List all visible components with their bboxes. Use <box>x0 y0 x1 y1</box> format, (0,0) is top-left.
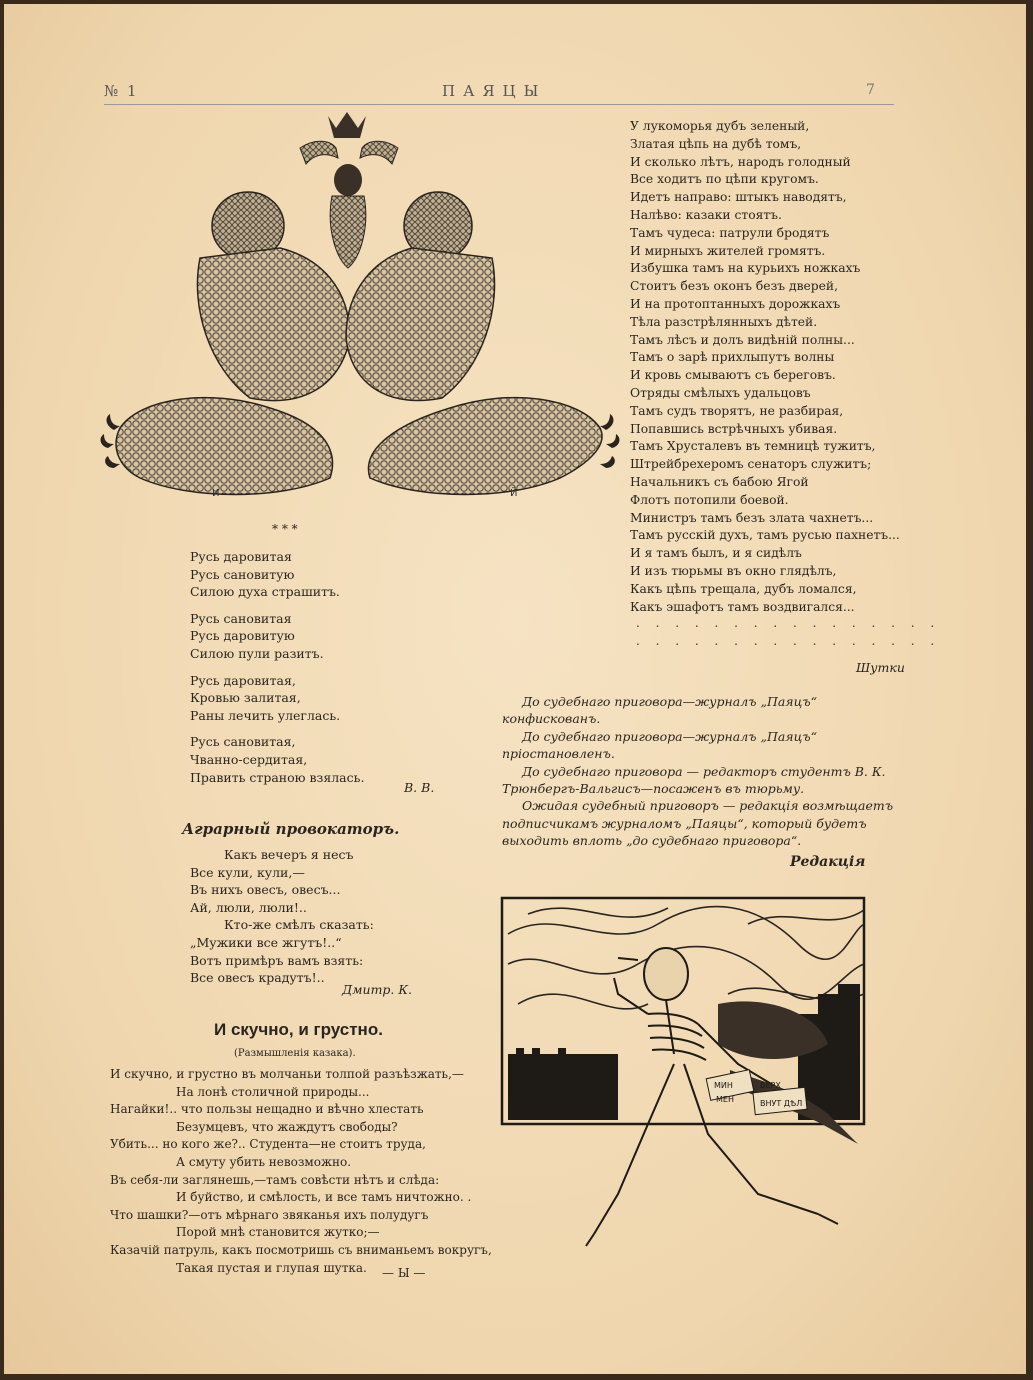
poem-lukomorye-line: И на протоптанныхъ дорожкахъ <box>630 296 841 311</box>
illus-letter-right: Й <box>510 488 518 499</box>
notice-signature: Редакція <box>790 854 866 870</box>
poem-agrarian-line: Кто-же смѣлъ сказать: <box>224 917 374 933</box>
poem-rus-line: Силою духа страшитъ. <box>190 584 340 600</box>
poem-lukomorye-line: Избушка тамъ на курьихъ ножкахъ <box>630 261 861 276</box>
poem-lukomorye-line: И я тамъ былъ, и я сидѣлъ <box>630 546 802 561</box>
poem-lukomorye-line: Тамъ чудеса: патрули бродятъ <box>630 225 830 240</box>
poem-rus-signature: В. В. <box>404 780 435 795</box>
poem-agrarian-line: Все овесъ крадутъ!.. <box>190 970 325 986</box>
poem-lukomorye-line: Златая цѣпь на дубѣ томъ, <box>630 136 802 151</box>
poem-agrarian-title: Аграрный провокаторъ. <box>182 820 400 838</box>
paper-label: ВЕРХ <box>760 1081 781 1090</box>
poem-lukomorye-line: Попавшись встрѣчныхъ убивая. <box>630 421 838 436</box>
notice-paragraph: Ожидая судебный приговоръ — редакція возмѣщаетъ подписчикамъ журналомъ „Паяцы“, который будетъ выходить вплоть „до судебнаго приговора“. <box>502 798 894 849</box>
illus-letter-left: И <box>212 488 220 499</box>
poem-boring-line: Что шашки?—отъ мѣрнаго звяканья ихъ полудугъ <box>110 1207 429 1222</box>
editorial-notice <box>502 693 902 850</box>
poem-boring-line: На лонѣ столичной природы... <box>176 1084 370 1099</box>
poem-rus-line: Кровью залитая, <box>190 690 301 706</box>
poem-lukomorye-dots: . . . . . . . . . . . . . . . . <box>636 616 941 630</box>
notice-paragraph: До судебнаго приговора — редакторъ студентъ В. К. Трюнбергъ-Вальгисъ—посаженъ въ тюрьму. <box>502 763 886 797</box>
poem-lukomorye-line: Тамъ о зарѣ прихлыпутъ волны <box>630 350 835 365</box>
poem-lukomorye-line: У лукоморья дубъ зеленый, <box>630 119 810 133</box>
poem-agrarian-line: Ай, люли, люли!.. <box>190 899 307 915</box>
poem-lukomorye-line: Какъ эшафотъ тамъ воздвигался... <box>630 599 855 614</box>
poem-boring-line: Казачій патруль, какъ посмотришь съ вниманьемъ вокругъ, <box>110 1242 492 1257</box>
notice-paragraph: До судебнаго приговора—журналъ „Паяцъ“ пріостановленъ. <box>502 728 818 762</box>
poem-lukomorye-line: Министръ тамъ безъ злата чахнетъ... <box>630 510 874 525</box>
poem-agrarian-line: „Мужики все жгутъ!..“ <box>190 934 342 950</box>
poem-boring-title: И скучно, и грустно. <box>214 1020 383 1039</box>
poem-agrarian-line: Какъ вечеръ я несъ <box>224 847 354 862</box>
poem-boring-line: И буйство, и смѣлость, и все тамъ ничтожно. . <box>176 1190 472 1205</box>
poem-agrarian-line: Вотъ примѣръ вамъ взять: <box>190 952 364 968</box>
top-illustration <box>100 108 620 508</box>
poem-rus-line: Русь сановитая, <box>190 734 296 750</box>
poem-lukomorye-line: Стоитъ безъ оконъ безъ дверей, <box>630 279 839 294</box>
poem-agrarian-line: Въ нихъ овесъ, овесъ... <box>190 882 341 898</box>
poem-lukomorye-signature: Шутки <box>856 660 905 675</box>
poem-lukomorye <box>630 118 900 616</box>
poem-lukomorye-line: Тамъ русскій духъ, тамъ русью пахнетъ... <box>630 528 900 543</box>
poem-lukomorye-dots: . . . . . . . . . . . . . . . . <box>636 634 941 648</box>
poem-agrarian <box>190 846 374 987</box>
poem-rus-line: Силою пули разитъ. <box>190 645 324 661</box>
paper-label: МИН <box>714 1081 733 1090</box>
magazine-page <box>4 4 1026 1374</box>
poem-lukomorye-line: Все ходитъ по цѣпи кругомъ. <box>630 172 819 187</box>
poem-lukomorye-line: И сколько лѣтъ, народъ голодный <box>630 154 851 169</box>
header-rule <box>104 104 894 105</box>
poem-rus-line: Править страною взялась. <box>190 769 365 785</box>
poem-rus-line: Чванно-сердитая, <box>190 751 308 767</box>
page-mark: 7 <box>866 82 875 98</box>
poem-rus-line: Русь сановитая <box>190 610 292 626</box>
poem-lukomorye-line: Тѣла разстрѣлянныхъ дѣтей. <box>630 314 818 329</box>
poem-agrarian-signature: Дмитр. К. <box>342 982 413 997</box>
poem-boring-line: Убить... но кого же?.. Студента—не стоитъ труда, <box>110 1137 426 1152</box>
bottom-illustration <box>498 894 898 1278</box>
poem-lukomorye-line: И мирныхъ жителей громятъ. <box>630 243 826 258</box>
poem-boring-line: И скучно, и грустно въ молчаньи толпой разъѣзжать,— <box>110 1067 464 1081</box>
poem-lukomorye-line: Идетъ направо: штыкъ наводятъ, <box>630 190 847 205</box>
poem-lukomorye-line: Тамъ лѣсъ и долъ видѣній полны... <box>630 332 855 347</box>
poem-lukomorye-line: Начальникъ съ бабою Ягой <box>630 474 809 489</box>
poem-lukomorye-line: И изъ тюрьмы въ окно глядѣлъ, <box>630 563 837 578</box>
poem-rus <box>190 548 364 786</box>
paper-label: МЕН <box>716 1095 734 1104</box>
magazine-title: ПАЯЦЫ <box>442 82 547 100</box>
poem-boring-line: Въ себя-ли заглянешь,—тамъ совѣсти нѣтъ и слѣда: <box>110 1172 440 1187</box>
paper-label: ВНУТ ДѢЛ <box>760 1099 803 1108</box>
poem-lukomorye-line: Налѣво: казаки стоятъ. <box>630 207 782 222</box>
issue-number: № 1 <box>104 82 139 100</box>
poem-boring-subtitle: (Размышленія казака). <box>234 1048 356 1059</box>
poem-lukomorye-line: И кровь смываютъ съ береговъ. <box>630 368 836 383</box>
poem-lukomorye-line: Тамъ судъ творятъ, не разбирая, <box>630 403 844 418</box>
poem-boring-signature: — Ы — <box>382 1266 426 1280</box>
poem-lukomorye-line: Флотъ потопили боевой. <box>630 492 789 507</box>
poem-boring-line: Безумцевъ, что жаждутъ свободы? <box>176 1119 398 1134</box>
poem-boring <box>110 1066 492 1277</box>
poem-rus-line: Русь даровитая <box>190 549 292 564</box>
poem-agrarian-line: Все кули, кули,— <box>190 864 305 880</box>
poem-lukomorye-line: Отряды смѣлыхъ удальцовъ <box>630 385 811 400</box>
poem-boring-line: Такая пустая и глупая шутка. <box>176 1260 367 1275</box>
poem-boring-line: А смуту убить невозможно. <box>176 1154 352 1169</box>
poem-rus-stars: * * * <box>272 522 298 536</box>
poem-rus-line: Раны лечить улеглась. <box>190 707 341 723</box>
poem-rus-line: Русь даровитую <box>190 628 295 644</box>
notice-paragraph: До судебнаго приговора—журналъ „Паяцъ“ конфискованъ. <box>502 694 818 727</box>
poem-lukomorye-line: Тамъ Хрусталевъ въ темницѣ тужитъ, <box>630 439 876 454</box>
poem-lukomorye-line: Штрейбрехеромъ сенаторъ служитъ; <box>630 457 872 472</box>
poem-rus-line: Русь сановитую <box>190 566 295 582</box>
poem-boring-line: Нагайки!.. что пользы нещадно и вѣчно хлестать <box>110 1102 424 1117</box>
poem-lukomorye-line: Какъ цѣпь трещала, дубъ ломался, <box>630 581 857 596</box>
poem-boring-line: Порой мнѣ становится жутко;— <box>176 1225 380 1240</box>
poem-rus-line: Русь даровитая, <box>190 672 296 688</box>
